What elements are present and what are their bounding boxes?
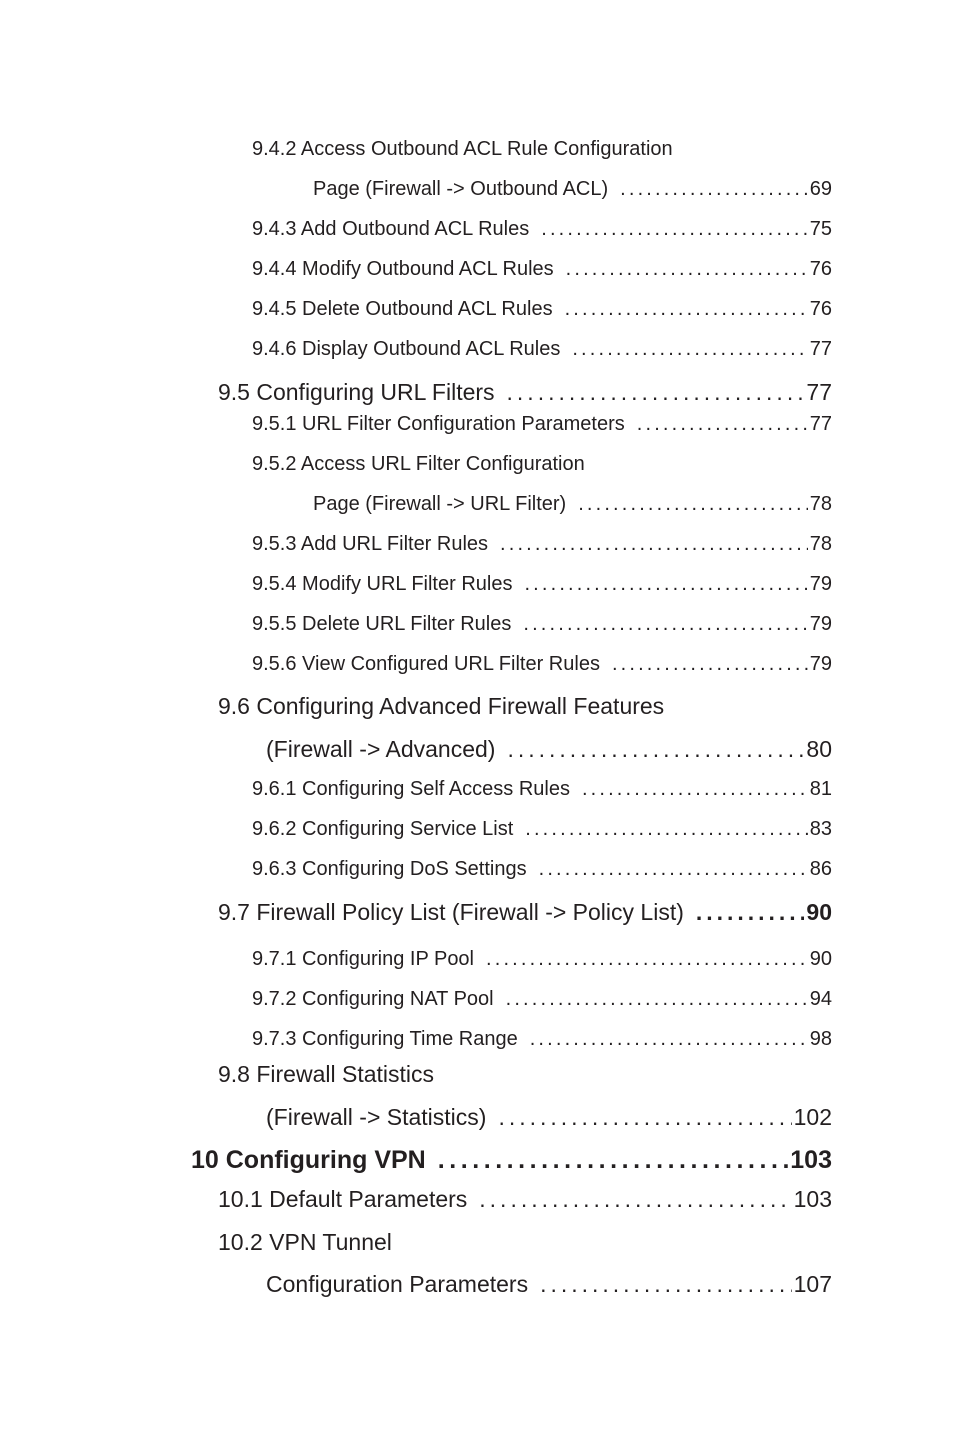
leader-dots xyxy=(578,493,808,516)
toc-entry-title: 9.5.5 Delete URL Filter Rules xyxy=(252,613,512,635)
leader-dots xyxy=(620,178,808,201)
leader-dots xyxy=(524,573,807,596)
toc-entry xyxy=(252,778,832,801)
leader-dots xyxy=(498,1104,791,1131)
toc-page-number: 83 xyxy=(809,818,832,840)
toc-page-number: 107 xyxy=(793,1271,832,1297)
toc-entry-title: 9.4.5 Delete Outbound ACL Rules xyxy=(252,298,553,320)
toc-entry xyxy=(218,379,832,406)
toc-page-number: 102 xyxy=(793,1104,832,1130)
toc-entry xyxy=(218,899,832,926)
toc-entry-title: 10.1 Default Parameters xyxy=(218,1186,468,1212)
toc-page-number: 79 xyxy=(809,613,832,635)
toc-entry-title: 9.6 Configuring Advanced Firewall Features xyxy=(218,693,665,719)
toc-entry xyxy=(252,413,832,436)
toc-page-number: 103 xyxy=(790,1146,832,1174)
leader-dots xyxy=(486,948,808,971)
toc-entry xyxy=(252,338,832,361)
toc-entry xyxy=(218,1229,832,1256)
toc-entry xyxy=(266,736,832,763)
toc-entry-title: 9.4.6 Display Outbound ACL Rules xyxy=(252,338,561,360)
toc-entry-title: 9.7.3 Configuring Time Range xyxy=(252,1028,518,1050)
toc-page-number: 79 xyxy=(809,653,832,675)
toc-page-number: 77 xyxy=(809,413,832,435)
leader-dots xyxy=(500,533,808,556)
toc-entry xyxy=(266,1271,832,1298)
leader-dots xyxy=(479,1186,791,1213)
toc-entry-title: 9.5.2 Access URL Filter Configuration xyxy=(252,453,585,475)
toc-entry xyxy=(252,138,832,161)
toc-page-number: 94 xyxy=(809,988,832,1010)
toc-entry-title: 9.7 Firewall Policy List (Firewall -> Policy List) xyxy=(218,899,684,925)
leader-dots xyxy=(506,988,808,1011)
leader-dots xyxy=(572,338,807,361)
toc-entry-title: 9.6.1 Configuring Self Access Rules xyxy=(252,778,570,800)
toc-page-number: 79 xyxy=(809,573,832,595)
leader-dots xyxy=(565,298,808,321)
toc-chapter-entry xyxy=(191,1146,832,1175)
leader-dots xyxy=(523,613,807,636)
toc-page-number: 81 xyxy=(809,778,832,800)
leader-dots xyxy=(507,379,805,406)
toc-entry-title: 9.4.2 Access Outbound ACL Rule Configuration xyxy=(252,138,673,160)
toc-page-number: 90 xyxy=(809,948,832,970)
toc-entry xyxy=(252,533,832,556)
toc-entry-title: (Firewall -> Advanced) xyxy=(266,736,496,762)
leader-dots xyxy=(637,413,808,436)
toc-entry-title: 9.8 Firewall Statistics xyxy=(218,1061,435,1087)
toc-entry-title: 10.2 VPN Tunnel xyxy=(218,1229,392,1255)
leader-dots xyxy=(507,736,804,763)
toc-entry xyxy=(252,298,832,321)
toc-entry xyxy=(252,653,832,676)
toc-entry-title: Page (Firewall -> Outbound ACL) xyxy=(313,178,609,200)
toc-entry xyxy=(252,988,832,1011)
toc-entry-title: 9.5.4 Modify URL Filter Rules xyxy=(252,573,513,595)
toc-entry-title: 9.4.4 Modify Outbound ACL Rules xyxy=(252,258,554,280)
toc-entry-title: 10 Configuring VPN xyxy=(191,1146,426,1174)
toc-entry-title: 9.7.1 Configuring IP Pool xyxy=(252,948,475,970)
toc-entry xyxy=(252,858,832,881)
toc-page-number: 98 xyxy=(809,1028,832,1050)
toc-entry xyxy=(252,453,832,476)
leader-dots xyxy=(541,218,808,241)
toc-entry xyxy=(252,258,832,281)
toc-entry-title: Configuration Parameters xyxy=(266,1271,529,1297)
leader-dots xyxy=(566,258,808,281)
toc-entry-title: Page (Firewall -> URL Filter) xyxy=(313,493,567,515)
toc-page-number: 76 xyxy=(809,298,832,320)
leader-dots xyxy=(530,1028,808,1051)
toc-page-number: 76 xyxy=(809,258,832,280)
toc-entry xyxy=(252,948,832,971)
toc-page-number: 77 xyxy=(806,379,832,405)
toc-entry xyxy=(218,693,832,720)
toc-entry-title: 9.6.3 Configuring DoS Settings xyxy=(252,858,527,880)
leader-dots xyxy=(540,1271,792,1298)
toc-entry-title: 9.5.1 URL Filter Configuration Parameters xyxy=(252,413,625,435)
toc-page-number: 78 xyxy=(809,533,832,555)
toc-page-number: 80 xyxy=(806,736,832,762)
toc-entry xyxy=(252,218,832,241)
toc-entry xyxy=(313,493,832,516)
toc-entry xyxy=(266,1104,832,1131)
toc-page-number: 75 xyxy=(809,218,832,240)
toc-page-number: 69 xyxy=(809,178,832,200)
toc-entry-title: 9.7.2 Configuring NAT Pool xyxy=(252,988,494,1010)
toc-entry xyxy=(252,613,832,636)
toc-entry xyxy=(218,1061,832,1088)
toc-entry-title: 9.5.6 View Configured URL Filter Rules xyxy=(252,653,600,675)
toc-entry-title: 9.6.2 Configuring Service List xyxy=(252,818,514,840)
toc-entry xyxy=(218,1186,832,1213)
toc-entry xyxy=(252,818,832,841)
toc-page-number: 90 xyxy=(806,899,832,925)
toc-entry xyxy=(252,573,832,596)
leader-dots xyxy=(525,818,808,841)
toc-page-number: 77 xyxy=(809,338,832,360)
leader-dots xyxy=(696,899,805,926)
toc-page-number: 103 xyxy=(793,1186,832,1212)
toc-entry-title: 9.5.3 Add URL Filter Rules xyxy=(252,533,489,555)
toc-page-number: 86 xyxy=(809,858,832,880)
toc-entry xyxy=(313,178,832,201)
leader-dots xyxy=(612,653,808,676)
leader-dots xyxy=(582,778,808,801)
leader-dots xyxy=(438,1146,789,1175)
toc-entry-title: (Firewall -> Statistics) xyxy=(266,1104,487,1130)
leader-dots xyxy=(539,858,808,881)
toc-entry-title: 9.5 Configuring URL Filters xyxy=(218,379,495,405)
toc-page-number: 78 xyxy=(809,493,832,515)
toc-entry-title: 9.4.3 Add Outbound ACL Rules xyxy=(252,218,530,240)
toc-entry xyxy=(252,1028,832,1051)
